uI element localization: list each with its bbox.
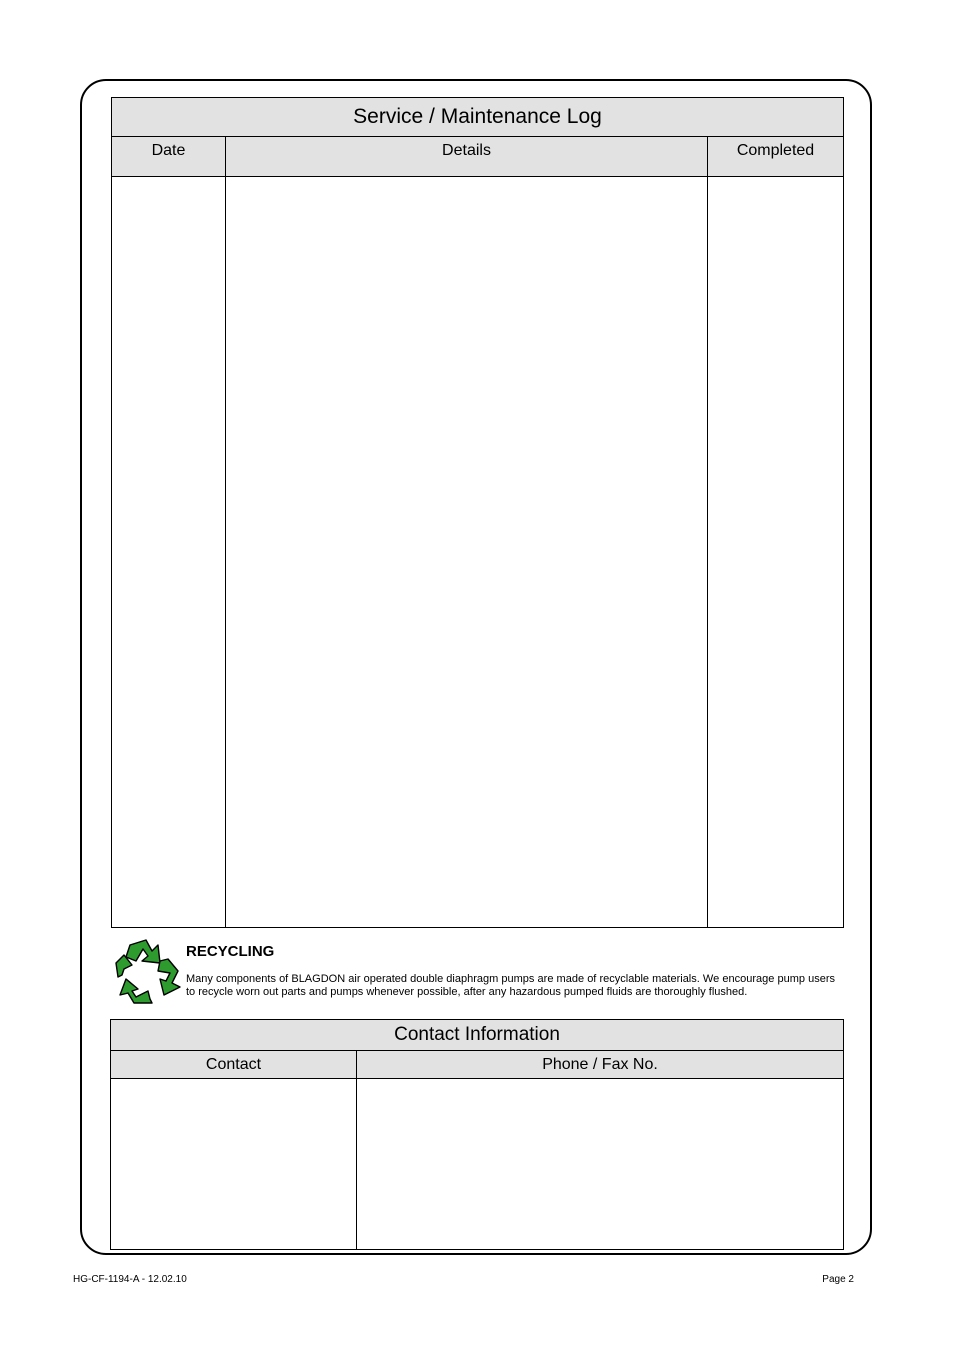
log-col-details: Details — [226, 137, 708, 177]
contact-col-contact: Contact — [111, 1051, 357, 1079]
recycling-text: Many components of BLAGDON air operated double diaphragm pumps are made of recyclable materials. We encourage pump users to recycle worn out parts and pumps whenever possible, after any hazardous pumped fluids are thoroughly flushed. — [186, 973, 835, 998]
recycling-title: RECYCLING — [186, 943, 275, 960]
contact-information-table — [110, 1019, 844, 1250]
contact-title: Contact Information — [111, 1020, 844, 1051]
log-title: Service / Maintenance Log — [112, 98, 844, 137]
service-maintenance-log-table — [111, 97, 844, 928]
contact-col-phone-fax: Phone / Fax No. — [357, 1051, 844, 1079]
log-completed-cell[interactable] — [708, 177, 844, 928]
page-number: Page 2 — [822, 1274, 854, 1285]
recycle-icon — [112, 937, 182, 1007]
log-date-cell[interactable] — [112, 177, 226, 928]
log-col-date: Date — [112, 137, 226, 177]
contact-name-cell[interactable] — [111, 1079, 357, 1250]
contact-phone-cell[interactable] — [357, 1079, 844, 1250]
log-details-cell[interactable] — [226, 177, 708, 928]
document-code: HG-CF-1194-A - 12.02.10 — [73, 1274, 187, 1285]
log-col-completed: Completed — [708, 137, 844, 177]
